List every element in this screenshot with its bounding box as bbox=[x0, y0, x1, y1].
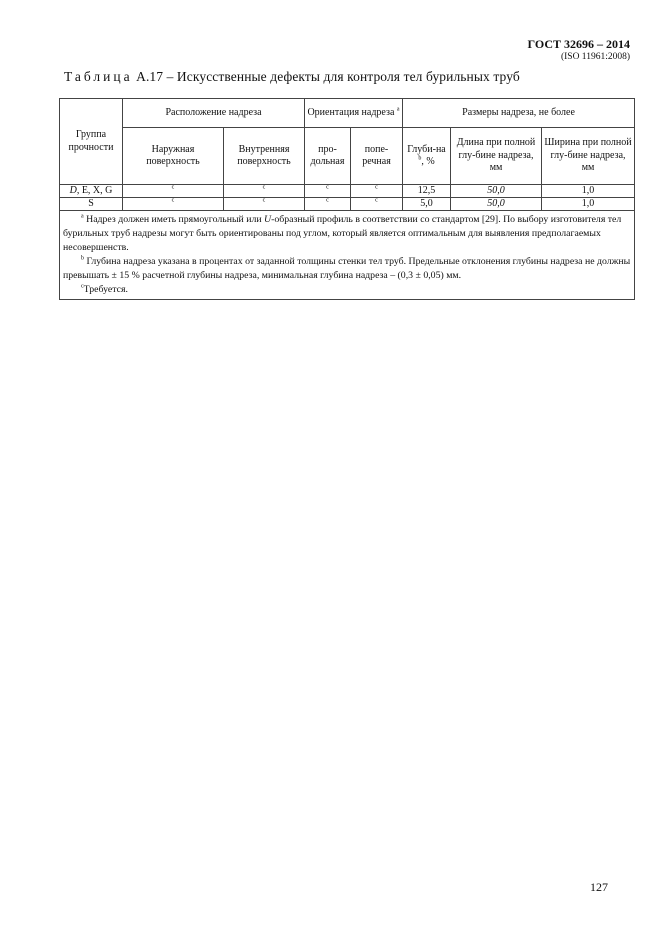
table-caption bbox=[64, 69, 520, 85]
table-row bbox=[60, 198, 635, 211]
note-a: $^a$ Надрез должен иметь прямоугольный или U-образный профиль в соответствии со стандартом [29]. По выбору изготовителя тел бурильных труб надрезы могут быть ориентированы под углом, который является оптимальным для выявления предполагаемых несовершенств. bbox=[63, 213, 622, 253]
header-orientation: Ориентация надреза $^a$ bbox=[305, 99, 403, 128]
header-length: Длина при полной глу-бине надреза, мм bbox=[451, 128, 542, 185]
header-width: Ширина при полной глу-бине надреза, мм bbox=[542, 128, 635, 185]
cell-depth: 5,0 bbox=[403, 198, 451, 211]
cell-transverse: c bbox=[351, 185, 403, 198]
header-location: Расположение надреза bbox=[123, 99, 305, 128]
cell-length: 50,0 bbox=[451, 198, 542, 211]
header-group: Группа прочности bbox=[60, 99, 123, 185]
header-outer: Наружная поверхность bbox=[123, 128, 224, 185]
standard-header bbox=[528, 38, 631, 63]
header-sizes: Размеры надреза, не более bbox=[403, 99, 635, 128]
cell-outer: c bbox=[123, 198, 224, 211]
header-transverse: попе-речная bbox=[351, 128, 403, 185]
cell-longitudinal: c bbox=[305, 198, 351, 211]
cell-longitudinal: c bbox=[305, 185, 351, 198]
page-number: 127 bbox=[590, 880, 608, 894]
caption-word: Таблица bbox=[64, 69, 133, 84]
cell-group: D, E, X, G bbox=[60, 185, 123, 198]
table-row bbox=[60, 185, 635, 198]
caption-text: А.17 – Искусственные дефекты для контроля тел бурильных труб bbox=[136, 69, 520, 84]
cell-width: 1,0 bbox=[542, 198, 635, 211]
header-depth: Глуби-на $^b$, % bbox=[403, 128, 451, 185]
cell-group: S bbox=[60, 198, 123, 211]
cell-width: 1,0 bbox=[542, 185, 635, 198]
iso-reference: (ISO 11961:2008) bbox=[560, 52, 630, 62]
table-notes bbox=[60, 211, 635, 300]
standard-number: ГОСТ 32696 – 2014 bbox=[527, 37, 630, 51]
cell-transverse: c bbox=[351, 198, 403, 211]
defects-table bbox=[59, 98, 635, 300]
note-b: $^b$ Глубина надреза указана в процентах от заданной толщины стенки тел труб. Предельные отклонения глубины надреза не должны превышать ± 15 % расчетной глубины надреза, минимальная глубина надреза – (0,3 ± 0,05) мм. bbox=[63, 255, 631, 281]
header-longitudinal: про-дольная bbox=[305, 128, 351, 185]
cell-depth: 12,5 bbox=[403, 185, 451, 198]
cell-length: 50,0 bbox=[451, 185, 542, 198]
cell-outer: c bbox=[123, 185, 224, 198]
cell-inner: c bbox=[224, 185, 305, 198]
cell-inner: c bbox=[224, 198, 305, 211]
note-c: $^c$Требуется. bbox=[81, 283, 128, 295]
header-inner: Внутренняя поверхность bbox=[224, 128, 305, 185]
